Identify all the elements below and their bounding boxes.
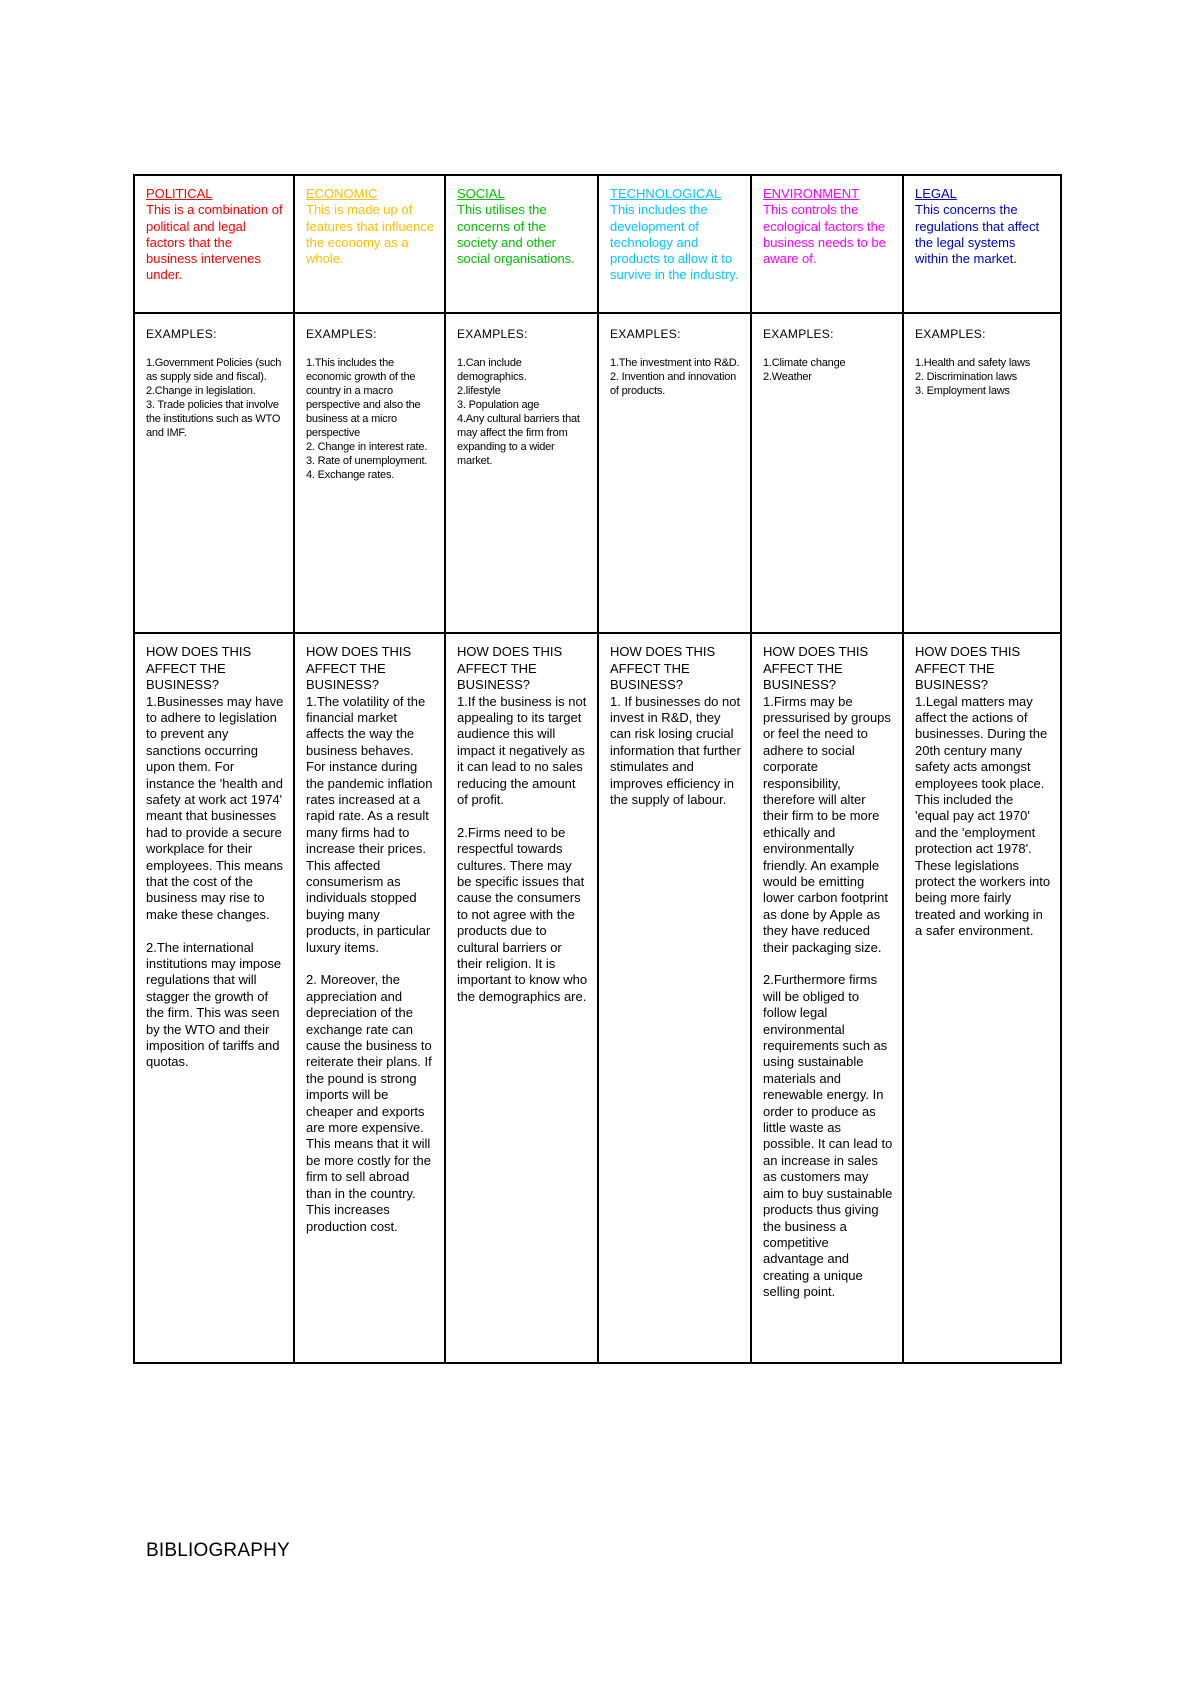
economic-examples-cell: [294, 313, 445, 633]
environment-description: This controls the ecological factors the business needs to be aware of.: [763, 202, 886, 267]
technological-impact-cell: [598, 633, 751, 1363]
political-impact-cell: [134, 633, 294, 1363]
economic-examples: 1.This includes the economic growth of the country in a macro perspective and also the business at a micro perspective 2. Change in interest rate. 3. Rate of unemployment. 4. Exchange rates.: [306, 357, 428, 482]
legal-examples-cell: [903, 313, 1061, 633]
examples-label: EXAMPLES:: [146, 327, 217, 341]
economic-description: This is made up of features that influence the economy as a whole.: [306, 202, 434, 267]
environment-title: ENVIRONMENT: [763, 186, 860, 201]
impact-label: HOW DOES THIS AFFECT THE BUSINESS?: [915, 644, 1021, 692]
examples-label: EXAMPLES:: [763, 327, 834, 341]
environment-examples-cell: [751, 313, 903, 633]
legal-impact-cell: [903, 633, 1061, 1363]
environment-impact-cell: [751, 633, 903, 1363]
economic-impact-cell: [294, 633, 445, 1363]
header-row: [134, 175, 1061, 313]
bibliography-heading: BIBLIOGRAPHY: [146, 1540, 290, 1561]
social-impact-text: 1.If the business is not appealing to its target audience this will impact it negatively as it can lead to no sales reducing the amount of profit. 2.Firms need to be respectful towards cultures. There may be specific issues that cause the consumers to not agree with the products due to cultural barriers or their religion. It is important to know who the demographics are.: [457, 693, 588, 1004]
legal-impact-text: 1.Legal matters may affect the actions of businesses. During the 20th century many safety acts amongst employees took place. This included the 'equal pay act 1970' and the 'employment protection act 1978'. These legislations protect the workers into being more fairly treated and working in a safer environment.: [915, 693, 1051, 939]
technological-header-cell: [598, 175, 751, 313]
impact-row: [134, 633, 1061, 1363]
technological-examples-cell: [598, 313, 751, 633]
technological-examples: 1.The investment into R&D. 2. Invention and innovation of products.: [610, 357, 740, 398]
examples-label: EXAMPLES:: [610, 327, 681, 341]
environment-impact-text: 1.Firms may be pressurised by groups or feel the need to adhere to social corporate responsibility, therefore will alter their firm to be more ethically and environmentally friendly. An example would be emitting lower carbon footprint as done by Apple as they have reduced their packaging size. 2.Furthermore firms will be obliged to follow legal environmental requirements such as using sustainable materials and renewable energy. In order to produce as little waste as possible. It can lead to an increase in sales as customers may aim to buy sustainable products thus giving the business a competitive advantage and creating a unique selling point.: [763, 693, 893, 1300]
environment-examples: 1.Climate change 2.Weather: [763, 357, 846, 384]
political-examples: 1.Government Policies (such as supply side and fiscal). 2.Change in legislation. 3. Trade policies that involve the institutions such as WTO and IMF.: [146, 357, 282, 440]
political-header-cell: [134, 175, 294, 313]
legal-description: This concerns the regulations that affect the legal systems within the market.: [915, 202, 1040, 267]
environment-header-cell: [751, 175, 903, 313]
technological-impact-text: 1. If businesses do not invest in R&D, they can risk losing crucial information that further stimulates and improves efficiency in the supply of labour.: [610, 693, 741, 807]
legal-examples: 1.Health and safety laws 2. Discrimination laws 3. Employment laws: [915, 357, 1031, 398]
technological-title: TECHNOLOGICAL: [610, 186, 722, 201]
social-title: SOCIAL: [457, 186, 505, 201]
social-description: This utilises the concerns of the society and other social organisations.: [457, 202, 575, 267]
economic-title: ECONOMIC: [306, 186, 378, 201]
political-examples-cell: [134, 313, 294, 633]
examples-row: [134, 313, 1061, 633]
impact-label: HOW DOES THIS AFFECT THE BUSINESS?: [146, 644, 252, 692]
political-impact-text: 1.Businesses may have to adhere to legislation to prevent any sanctions occurring upon them. For instance the 'health and safety at work act 1974' meant that businesses had to provide a secure workplace for their employees. This means that the cost of the business may rise to make these changes. 2.The international institutions may impose regulations that will stagger the growth of the firm. This was seen by the WTO and their imposition of tariffs and quotas.: [146, 693, 284, 1070]
legal-title: LEGAL: [915, 186, 957, 201]
social-examples-cell: [445, 313, 598, 633]
legal-header-cell: [903, 175, 1061, 313]
social-header-cell: [445, 175, 598, 313]
examples-label: EXAMPLES:: [306, 327, 377, 341]
political-description: This is a combination of political and legal factors that the business intervenes under.: [146, 202, 283, 283]
impact-label: HOW DOES THIS AFFECT THE BUSINESS?: [610, 644, 716, 692]
political-title: POLITICAL: [146, 186, 213, 201]
examples-label: EXAMPLES:: [457, 327, 528, 341]
social-examples: 1.Can include demographics. 2.lifestyle 3. Population age 4.Any cultural barriers that may affect the firm from expanding to a wider market.: [457, 357, 580, 468]
pestle-table: [133, 174, 1062, 1364]
economic-header-cell: [294, 175, 445, 313]
impact-label: HOW DOES THIS AFFECT THE BUSINESS?: [457, 644, 563, 692]
technological-description: This includes the development of technology and products to allow it to survive in the industry.: [610, 202, 739, 283]
impact-label: HOW DOES THIS AFFECT THE BUSINESS?: [763, 644, 869, 692]
economic-impact-text: 1.The volatility of the financial market affects the way the business behaves. For instance during the pandemic inflation rates increased at a rapid rate. As a result many firms had to increase their prices. This affected consumerism as individuals stopped buying many products, in particular luxury items. 2. Moreover, the appreciation and depreciation of the exchange rate can cause the business to reiterate their plans. If the pound is strong imports will be cheaper and exports are more expensive. This means that it will be more costly for the firm to sell abroad than in the country. This increases production cost.: [306, 693, 433, 1234]
impact-label: HOW DOES THIS AFFECT THE BUSINESS?: [306, 644, 412, 692]
social-impact-cell: [445, 633, 598, 1363]
examples-label: EXAMPLES:: [915, 327, 986, 341]
